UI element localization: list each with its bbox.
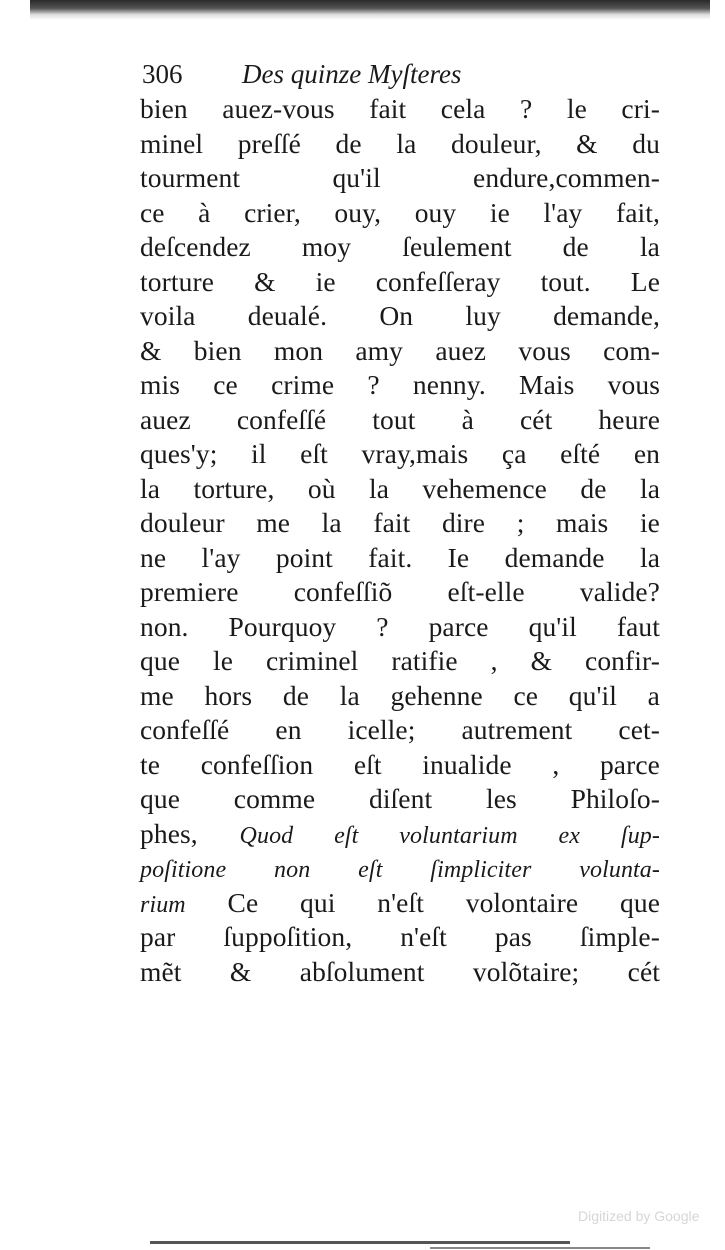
text-line: bien auez-vous fait cela ? le cri- — [140, 93, 660, 124]
text-line: torture & ie confeſſeray tout. Le — [140, 265, 660, 297]
scan-top-edge — [30, 0, 710, 14]
text-line: que comme diſent les Philoſo- — [140, 783, 660, 814]
running-title: Des quinze Myſteres — [242, 59, 462, 89]
latin-quote: poſitione non eſt ſimpliciter volunta- — [140, 857, 660, 883]
text-line: minel preſſé de la douleur, & du — [140, 127, 660, 159]
text-line: par ſuppoſition, n'eſt pas ſimple- — [140, 921, 660, 952]
text-span: Ce qui n'eſt volontaire que — [227, 886, 660, 918]
text-line: ce à crier, ouy, ouy ie l'ay fait, — [140, 196, 660, 228]
text-line: deſcendez moy ſeulement de la — [140, 231, 660, 262]
text-line: mẽt & abſolument volõtaire; cét — [140, 955, 660, 987]
text-line: ques'y; il eſt vray,mais ça eſté en — [140, 438, 660, 469]
text-line: tourment qu'il endure,commen- — [140, 162, 660, 193]
text-line: premiere confeſſiõ eſt-elle valide? — [140, 576, 660, 607]
text-line: & bien mon amy auez vous com- — [140, 334, 660, 366]
latin-quote: rium — [140, 891, 186, 918]
text-line: voila deualé. On luy demande, — [140, 300, 660, 331]
text-line: ne l'ay point fait. Ie demande la — [140, 541, 660, 573]
scan-bottom-edge — [150, 1241, 570, 1244]
scan-top-edge-shadow — [30, 14, 710, 20]
page-number: 306 — [142, 59, 183, 89]
body-text — [140, 92, 660, 989]
text-line: me hors de la gehenne ce qu'il a — [140, 679, 660, 711]
latin-quote: Quod eſt voluntarium ex ſup- — [239, 822, 660, 849]
text-line-latin-quote — [140, 817, 660, 852]
text-line: la torture, où la vehemence de la — [140, 472, 660, 504]
text-line: confeſſé en icelle; autrement cet- — [140, 714, 660, 745]
text-line: mis ce crime ? nenny. Mais vous — [140, 369, 660, 400]
text-line-latin-quote — [140, 851, 660, 886]
page-header — [142, 56, 562, 92]
scan-bottom-edge-shadow — [430, 1247, 650, 1249]
text-line: douleur me la fait dire ; mais ie — [140, 507, 660, 538]
text-line: auez confeſſé tout à cét heure — [140, 403, 660, 435]
text-line: te confeſſion eſt inualide , parce — [140, 748, 660, 780]
text-line-latin-quote — [140, 886, 660, 921]
text-span: phes, — [140, 817, 198, 849]
text-line: que le criminel ratifie , & confir- — [140, 645, 660, 676]
text-line: non. Pourquoy ? parce qu'il faut — [140, 610, 660, 642]
digitization-watermark: Digitized by Google — [578, 1208, 700, 1224]
